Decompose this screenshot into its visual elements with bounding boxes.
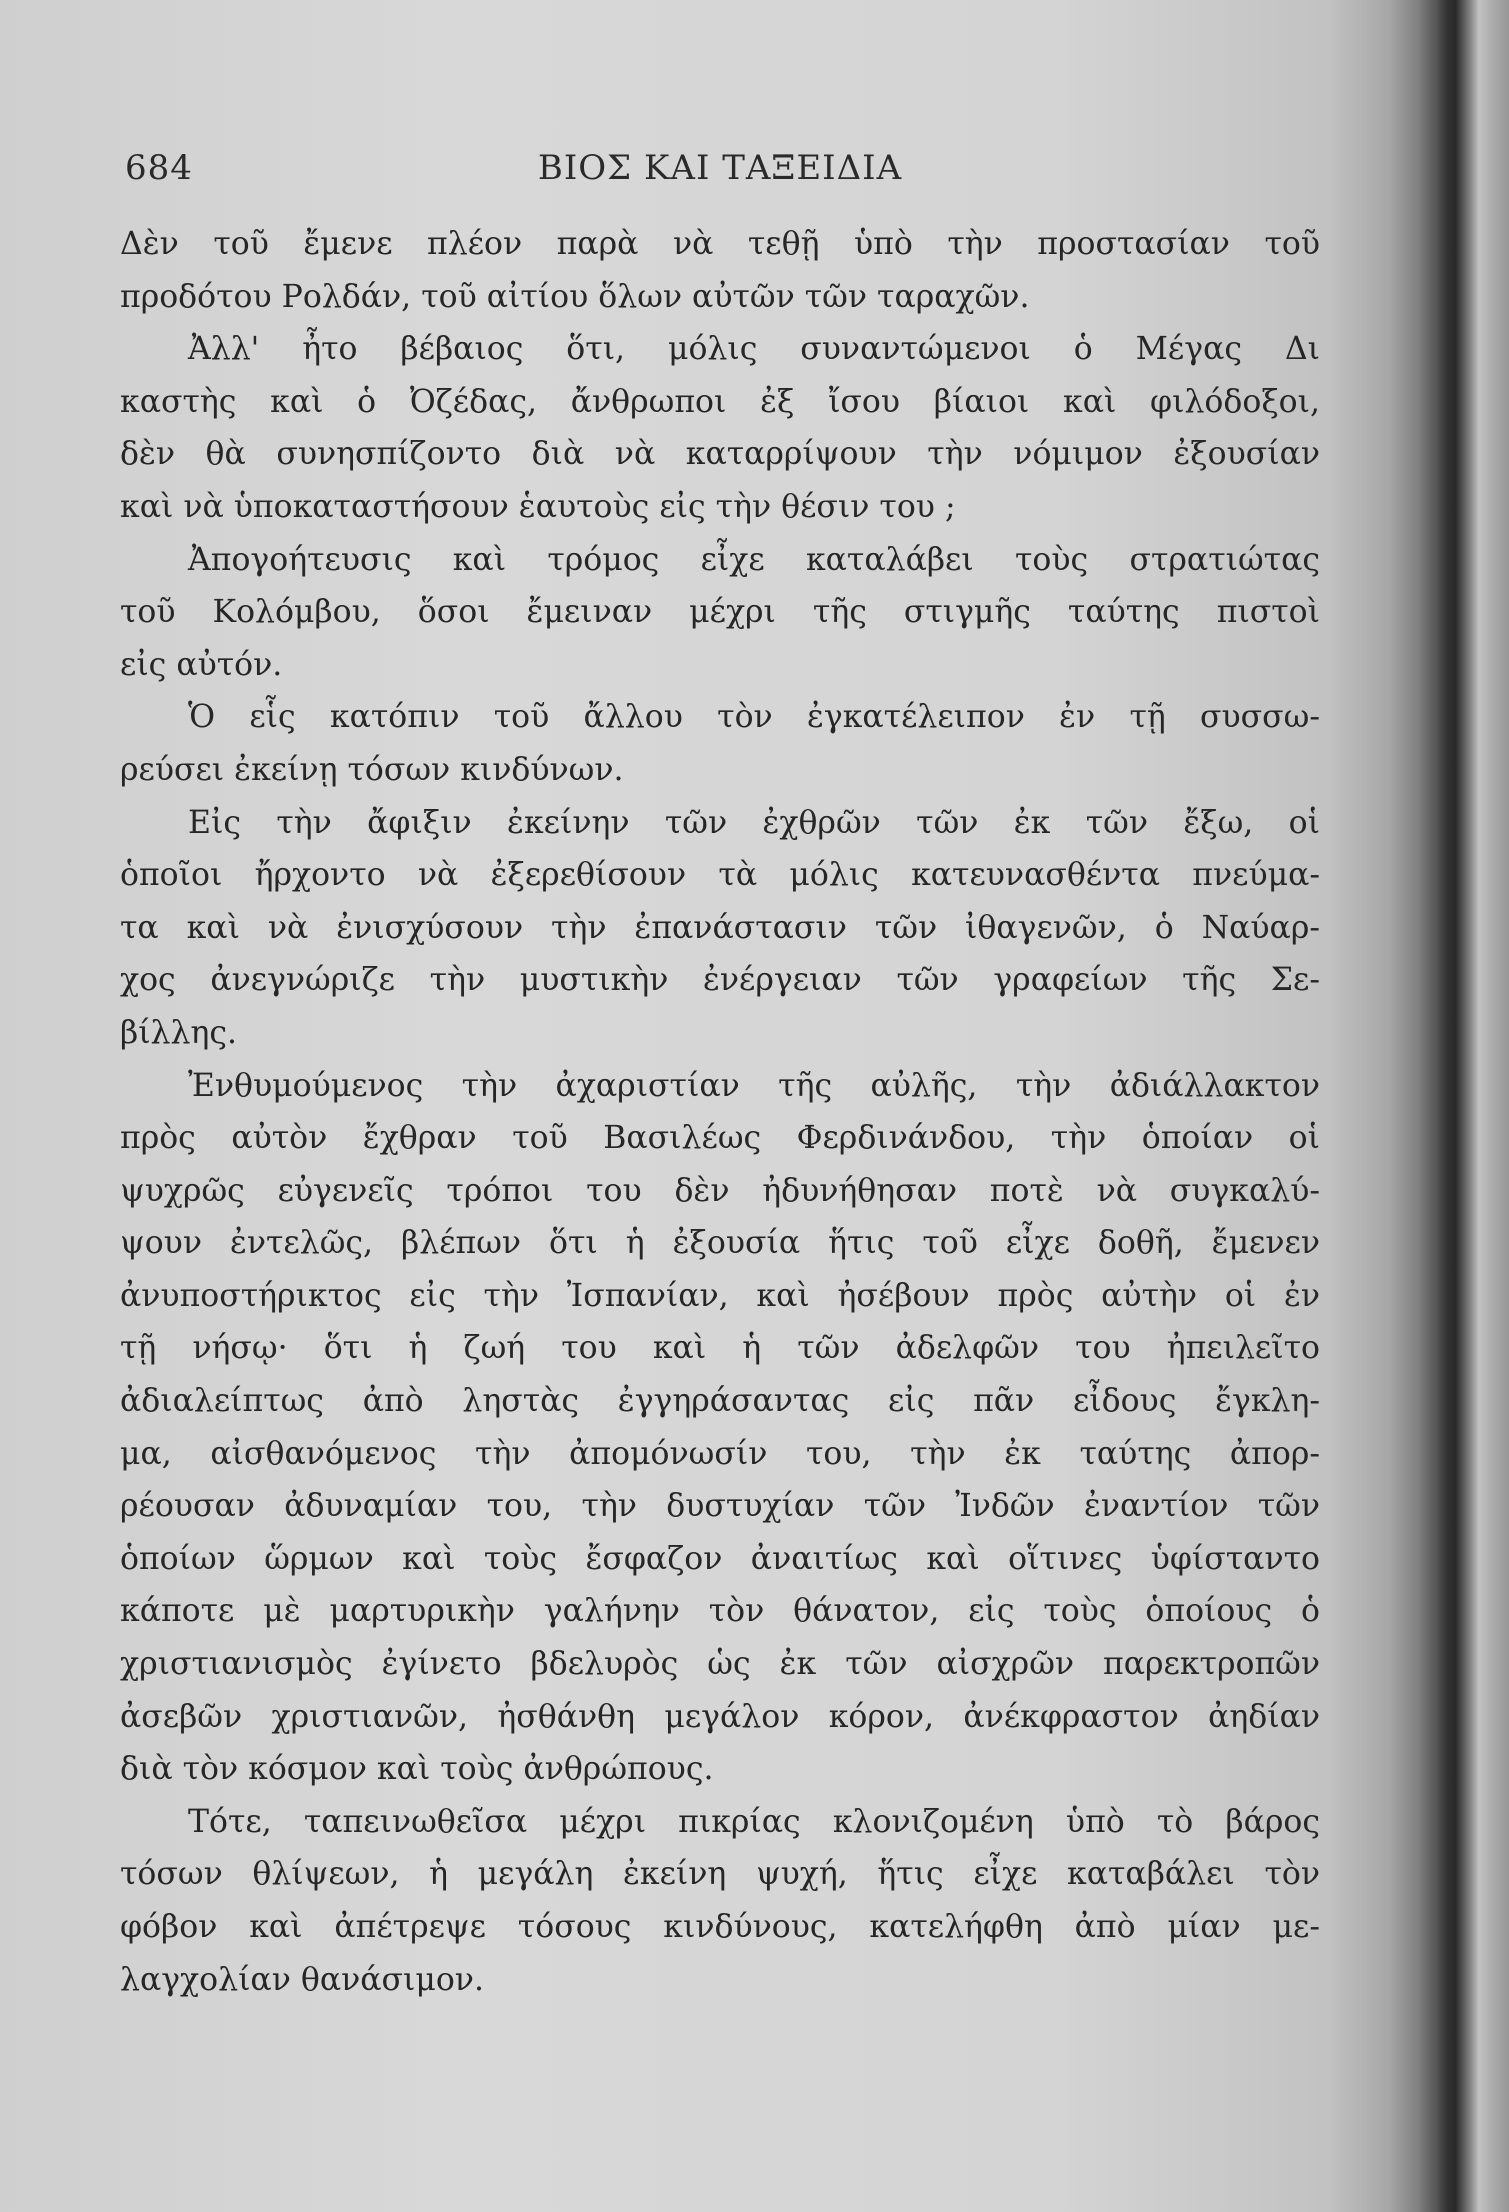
text-line: ἀνυποστήρικτος εἰς τὴν Ἰσπανίαν, καὶ ἠσέβουν πρὸς αὐτὴν οἱ ἐν: [120, 1277, 1320, 1314]
text-line: ψυχρῶς εὐγενεῖς τρόποι του δὲν ἠδυνήθησαν ποτὲ νὰ συγκαλύ-: [120, 1172, 1320, 1209]
text-line: ὁποῖοι ἤρχοντο νὰ ἐξερεθίσουν τὰ μόλις κατευνασθέντα πνεύμα-: [120, 857, 1320, 894]
text-line: μα, αἰσθανόμενος τὴν ἀπομόνωσίν του, τὴν ἐκ ταύτης ἀπορ-: [120, 1435, 1320, 1472]
text-line: κάποτε μὲ μαρτυρικὴν γαλήνην τὸν θάνατον, εἰς τοὺς ὁποίους ὁ: [120, 1593, 1320, 1630]
text-line: Ἀλλ' ἦτο βέβαιος ὅτι, μόλις συναντώμενοι ὁ Μέγας Δι: [188, 331, 1320, 368]
text-line: Δὲν τοῦ ἔμενε πλέον παρὰ νὰ τεθῇ ὑπὸ τὴν προστασίαν τοῦ: [120, 226, 1320, 262]
text-line: τοῦ Κολόμβου, ὅσοι ἔμειναν μέχρι τῆς στιγμῆς ταύτης πιστοὶ: [120, 594, 1320, 631]
text-line: εἰς αὐτόν.: [120, 646, 283, 683]
text-line: ρέουσαν ἀδυναμίαν του, τὴν δυστυχίαν τῶν Ἰνδῶν ἐναντίον τῶν: [120, 1488, 1320, 1525]
text-line: τόσων θλίψεων, ἡ μεγάλη ἐκείνη ψυχή, ἥτις εἶχε καταβάλει τὸν: [120, 1856, 1320, 1893]
book-spine-shadow: [1389, 0, 1509, 2212]
text-line: χριστιανισμὸς ἐγίνετο βδελυρὸς ὡς ἐκ τῶν αἰσχρῶν παρεκτροπῶν: [120, 1646, 1320, 1683]
text-line: λαγχολίαν θανάσιμον.: [120, 1961, 484, 1998]
text-line: χος ἀνεγνώριζε τὴν μυστικὴν ἐνέργειαν τῶν γραφείων τῆς Σε-: [120, 962, 1320, 999]
text-line: ψουν ἐντελῶς, βλέπων ὅτι ἡ ἐξουσία ἥτις τοῦ εἶχε δοθῆ, ἔμενεν: [120, 1225, 1320, 1262]
text-line: πρὸς αὐτὸν ἔχθραν τοῦ Βασιλέως Φερδινάνδου, τὴν ὁποίαν οἱ: [120, 1120, 1320, 1157]
text-line: ἀδιαλείπτως ἀπὸ ληστὰς ἐγγηράσαντας εἰς πᾶν εἶδους ἔγκλη-: [120, 1383, 1320, 1420]
page-number: 684: [125, 148, 193, 188]
text-line: καστὴς καὶ ὁ Ὀζέδας, ἄνθρωποι ἐξ ἴσου βίαιοι καὶ φιλόδοξοι,: [120, 383, 1320, 420]
text-line: ἀσεβῶν χριστιανῶν, ἠσθάνθη μεγάλον κόρον, ἀνέκφραστον ἀηδίαν: [120, 1698, 1320, 1735]
text-line: τα καὶ νὰ ἐνισχύσουν τὴν ἐπανάστασιν τῶν ἰθαγενῶν, ὁ Ναύαρ-: [120, 909, 1320, 946]
text-line: Εἰς τὴν ἄφιξιν ἐκείνην τῶν ἐχθρῶν τῶν ἐκ τῶν ἔξω, οἱ: [188, 804, 1320, 841]
text-line: Ἐνθυμούμενος τὴν ἀχαριστίαν τῆς αὐλῆς, τὴν ἀδιάλλακτον: [188, 1067, 1320, 1104]
text-line: βίλλης.: [120, 1014, 238, 1051]
text-line: δὲν θὰ συνησπίζοντο διὰ νὰ καταρρίψουν τὴν νόμιμον ἐξουσίαν: [120, 436, 1320, 473]
running-title: ΒΙΟΣ ΚΑΙ ΤΑΞΕΙΔΙΑ: [537, 148, 903, 188]
text-line: προδότου Ρολδάν, τοῦ αἰτίου ὅλων αὐτῶν τῶν ταραχῶν.: [120, 278, 1030, 315]
text-line: φόβον καὶ ἀπέτρεψε τόσους κινδύνους, κατελήφθη ἀπὸ μίαν με-: [120, 1909, 1320, 1945]
text-line: Τότε, ταπεινωθεῖσα μέχρι πικρίας κλονιζομένη ὑπὸ τὸ βάρος: [188, 1803, 1320, 1840]
text-line: ρεύσει ἐκείνῃ τόσων κινδύνων.: [120, 751, 624, 788]
text-line: καὶ νὰ ὑποκαταστήσουν ἑαυτοὺς εἰς τὴν θέσιν του ;: [120, 488, 956, 525]
text-line: ὁποίων ὥρμων καὶ τοὺς ἔσφαζον ἀναιτίως καὶ οἵτινες ὑφίσταντο: [120, 1540, 1320, 1577]
text-line: Ὁ εἷς κατόπιν τοῦ ἄλλου τὸν ἐγκατέλειπον ἐν τῇ συσσω-: [188, 699, 1320, 736]
text-line: τῇ νήσῳ· ὅτι ἡ ζωή του καὶ ἡ τῶν ἀδελφῶν του ἠπειλεῖτο: [120, 1330, 1320, 1367]
page-header: [125, 148, 1315, 198]
body-text: [120, 218, 1320, 2006]
text-line: διὰ τὸν κόσμον καὶ τοὺς ἀνθρώπους.: [120, 1751, 714, 1788]
text-line: Ἀπογοήτευσις καὶ τρόμος εἶχε καταλάβει τοὺς στρατιώτας: [188, 541, 1320, 578]
